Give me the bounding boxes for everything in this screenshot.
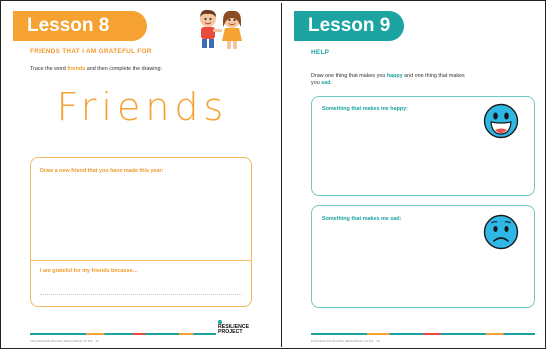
writing-line[interactable] — [40, 294, 242, 295]
lesson-title: Lesson 8 — [13, 11, 147, 41]
happy-face-icon — [483, 103, 519, 139]
instruction-prefix: Trace the word — [30, 66, 68, 72]
instruction-line1 — [311, 73, 465, 80]
sad-prompt: Something that makes me sad: — [322, 216, 402, 222]
brand-logo — [218, 325, 249, 335]
happy-box[interactable] — [311, 96, 535, 196]
draw-prompt: Draw a new friend that you have made this year: — [40, 168, 164, 174]
two-kids-icon — [191, 7, 249, 51]
lesson-subtitle: FRIENDS THAT I AM GRATEFUL FOR — [30, 48, 152, 55]
trace-word: Friends — [56, 85, 229, 129]
trace-instruction — [30, 66, 162, 73]
lesson-8-page — [3, 3, 282, 347]
instruction-part1: Draw one thing that makes you — [311, 73, 387, 79]
lesson-9-page — [284, 3, 545, 347]
sad-face-icon — [483, 214, 519, 250]
instruction-line2 — [311, 80, 465, 87]
instruction-sad: sad — [321, 80, 331, 86]
box-divider — [31, 260, 251, 261]
instruction-suffix: and then complete the drawing: — [85, 66, 162, 72]
footer-stripe — [30, 333, 216, 335]
footer-text: FOUNDATION DIGITAL RESOURCE YR 8/9 · 16 — [311, 339, 380, 343]
instruction-happy: happy — [386, 73, 403, 79]
lesson-title: Lesson 9 — [294, 11, 404, 41]
happy-prompt: Something that makes me happy: — [322, 106, 408, 112]
draw-instruction — [311, 73, 465, 87]
sad-box[interactable] — [311, 205, 535, 308]
instruction-keyword: friends — [67, 66, 86, 72]
footer-stripe — [311, 333, 535, 335]
instruction-part4: . — [330, 80, 332, 86]
instruction-part2: and one thing that makes — [402, 73, 465, 79]
instruction-part3: you — [311, 80, 322, 86]
grateful-prompt: I am grateful for my friends because… — [40, 268, 138, 274]
brand-line2: PROJECT — [218, 329, 243, 335]
footer-text: FOUNDATION DIGITAL RESOURCE YR 8/9 · 16 — [30, 339, 99, 343]
drawing-box[interactable] — [30, 157, 252, 307]
brand-line1: RESILIENCE — [218, 324, 250, 330]
lesson-subtitle: HELP — [311, 49, 330, 56]
